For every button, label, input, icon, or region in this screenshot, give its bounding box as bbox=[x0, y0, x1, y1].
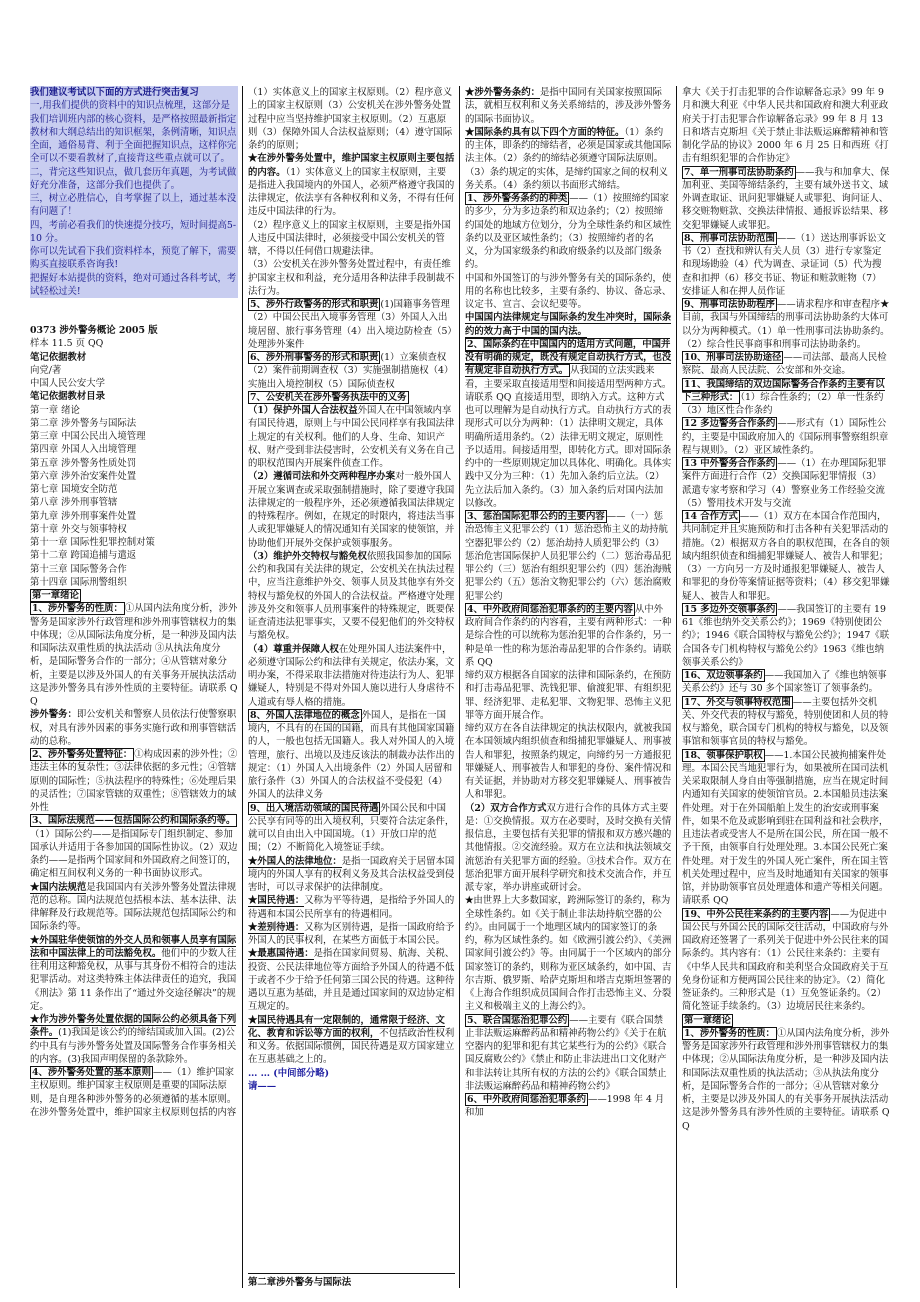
promo-line: 四，考前必看我们的快速提分技巧，短时间提高5-10 分。 bbox=[30, 219, 237, 244]
note-text: 从我国的立法实践来看，主要采取直接适用型和间接适用型两种方式。请联系 QQ 直接适用型，即纳入方式。这种方式也可以理解为是自动执行方式。自动执行方式的表现形式可以分为两种：（1）法律明文规定，具体明确所适用条约。（2）法律无明文规定，原则性予以适用。间接适用型，即转化方式。即对国际条约中的一些原则规定加以具体化、明确化。具体实践中又分为三种：（1）先加入条约后立法。（2）先立法后加入条约。（3）加入条约后对国内法加以修改。 bbox=[465, 365, 672, 509]
promo-line: 三，树立必胜信心，自考掌握了以上，通过基本没有问题了！ bbox=[30, 193, 237, 218]
note-text: ①构成因素的涉外性；②违法主体的复杂性；③法律依据的多元性；④管辖原则的国际性；⑤执法程序的特殊性；⑥处理后果的灵活性；⑦国家管辖的双重性；⑧管辖效力的域外性 bbox=[30, 749, 238, 813]
note-text: ①从国内法角度分析，涉外警务是国家涉外行政管理和涉外刑事管辖权力的集中体现；②从国际法角度分析，是一种涉及国内法和国际法双重性质的执法活动 ③从执法角度分析，是国际警务合作的一部分；④从管辖对象分析，主要是以涉及外国人的有关事务开展执法活动这是涉外警务具有涉外性质的主要特征。请联系 QQ bbox=[30, 603, 238, 707]
note-text: 中国和外国签订的与涉外警务有关的国际条约，使用的名称也比较多，主要有条约、协议、备忘录、议定书、宣言、会议纪要等。 bbox=[465, 272, 672, 310]
note-paragraph bbox=[682, 603, 890, 669]
note-paragraph bbox=[682, 417, 890, 457]
note-paragraph bbox=[30, 934, 238, 1014]
note-text: 不包括政治性权利和义务。依据国际惯例，国民待遇是双方国家建立在互惠基础之上的。 bbox=[248, 1027, 455, 1066]
note-paragraph bbox=[682, 749, 890, 908]
toc-item: 第十四章 国际刑警组织 bbox=[30, 576, 127, 588]
note-heading: 5、涉外行政警务的形式和职责 bbox=[250, 299, 379, 310]
note-paragraph bbox=[248, 86, 455, 152]
toc-item: 第一章 绪论 bbox=[30, 404, 80, 416]
note-text: 外国人，是指在一国境内，不具有的在国的国籍，而具有其他国家国籍的人，一般也包括无国籍人。我人对外国人的入境管理，旅行、出境以及违反该法的制裁办法作出的规定：（1）外国人入出境条件（2）外国人居留和旅行条件（3）外国人的合法权益不受侵犯（4）外国人的法律义务 bbox=[248, 709, 455, 801]
promo-line: 你可以先试看下我们资料样本，预览了解下，需要购买直接联系咨询我! bbox=[30, 246, 237, 271]
promo-line: 一,用我们提供的资料中的知识点梳理，这部分是我们培训班内部的核心资料，是严格按照最新指定教材和大纲总结出的知识框架，条例清晰，知识点全面，通俗易背、利于全面把握知识点，这样你完全可以不要看教材了,直接背这些重点就可以了。 bbox=[30, 100, 237, 165]
note-text: ——司法部、最高人民检察院、最高人民法院、公安部和外交途。 bbox=[682, 352, 887, 377]
note-heading: ★国际条约具有以下四个方面的特征。 bbox=[465, 126, 625, 138]
note-paragraph bbox=[465, 126, 672, 192]
column-3 bbox=[465, 86, 672, 1256]
note-text: 他们中的少数人往往利用这种豁免权，从事与其身份不相符合的违法犯罪活动。对这类特殊主体法律责任的追究，我国《刑法》第 11 条作出了“通过外交途径解决”的规定。 bbox=[30, 947, 237, 1012]
note-paragraph bbox=[682, 669, 890, 696]
note-heading: ★国内法规范 bbox=[30, 881, 87, 893]
note-text: ——（1）在办理国际犯罪案件方面进行合作（2）交换国际犯罪情报（3）派遣专家考察和学习（4）警察业务工作经验交流（5）警用技术开发与交流 bbox=[682, 458, 887, 509]
toc-item: 第四章 外国人入出境管理 bbox=[30, 444, 137, 456]
note-text: ——请求程序和审查程序★目前，我国与外国缔结的刑事司法协助条约大体可以分为两种模式。（1）单一性刑事司法协助条约。（2）综合性民事商事和刑事司法协助条约。 bbox=[682, 299, 890, 350]
toc-item: 第五章 涉外警务性质处罚 bbox=[30, 457, 137, 469]
note-paragraph bbox=[248, 470, 455, 550]
note-text: （1）条约的主体，即条约的缔结者，必须是国家或其他国际法主体。（2）条约的缔结必须遵守国际法原则。（3）条约规定的实体，是缔约国家之间的权利义务关系。（4）条约须以书面形式缔结。 bbox=[465, 126, 672, 191]
note-text: ——（1）送达刑事诉讼文书（2）查找和辨认有关人员（3）进行专家鉴定和现场勘验（4）代为调查、录证词（5）代为搜查和扣押（6）移交书证、物证和赃款赃物（7）安排证人和在押人员作证 bbox=[682, 232, 886, 297]
omitted-notice: … … (中间部分略) bbox=[248, 1067, 330, 1079]
note-heading: 第一章绪论 bbox=[684, 1014, 731, 1026]
note-text: ①从国内法角度分析，涉外警务是国家涉外行政管理和涉外刑事管辖权力的集中体现；②从国际法角度分析，是一种涉及国内法和国际法双重性质的执法活动；③从执法角度分析，是国际警务合作的一部分；④从管辖对象分析，主要是以涉及外国人的有关事务开展执法活动这是涉外警务具有涉外性质的主要特征。请联系 QQ bbox=[682, 1027, 890, 1132]
note-heading: 1、涉外警务的性质： bbox=[32, 603, 123, 615]
toc-item: 第八章 涉外刑事管辖 bbox=[30, 497, 118, 509]
note-text: (1)我国是该公约的缔结国或加入国。(2)公约中具有与涉外警务处置及国际警务合作事务相关的内容。(3)我国声明保留的条款除外。 bbox=[30, 1027, 237, 1065]
toc-item: 第十二章 跨国追捕与遣返 bbox=[30, 550, 137, 562]
note-paragraph bbox=[248, 709, 455, 802]
note-heading: （3）维护外交特权与豁免权 bbox=[248, 550, 368, 562]
note-text: ——为促进中国公民与外国公民的国际交往活动，中国政府与外国政府还签署了一系列关于促进中外公民往来的国际条约。其内容有：（1）公民往来条约：主要有《中华人民共和国政府和美利坚合众国政府关于互免身份证和方便两国公民往来的协定》。（2）简化签证条约。三种形式是（1）互免签证条约。（2）简化签证手续条约。（3）边境居民往来条约。 bbox=[682, 908, 889, 1013]
note-paragraph bbox=[248, 258, 455, 298]
note-paragraph bbox=[465, 86, 672, 126]
note-paragraph bbox=[465, 603, 672, 669]
note-text: 在处理外国人违法案件中，必须遵守国际公约和法律有关规定，依法办案，文明办案，不得采取非法措施对待违法行为人、犯罪嫌疑人，特别是不得对外国人施以进行人身虐待不人道或有辱人格的措施。 bbox=[248, 643, 455, 708]
note-heading: ★ bbox=[465, 895, 474, 907]
column-2 bbox=[248, 86, 455, 1256]
note-paragraph bbox=[30, 708, 238, 748]
column-divider bbox=[242, 86, 243, 1288]
note-paragraph bbox=[30, 1066, 238, 1119]
note-paragraph bbox=[248, 550, 455, 643]
toc-list bbox=[30, 404, 238, 590]
note-text: ——（1）按照缔约国家的多少，分为多边条约和双边条约；（2）按照缔约国处的地域方位划分，分为全球性条约和区域性条约以及亚区域性条约；（3）按照缔约者的名义，分为国家级条约和政府级条约以及部门级条约。 bbox=[465, 193, 672, 271]
note-paragraph bbox=[682, 1014, 890, 1027]
note-heading: 10、刑事司法协助途径 bbox=[684, 352, 782, 363]
note-text: （1）国际公约——是指国际专门组织制定、参加国承认并适用于各参加国的国际性协议。（2）双边条约——是指两个国家间和外国政府之间签订的，确定相互间权利义务的一种书面协议形式。 bbox=[30, 828, 238, 880]
promo-line: 把握好本站提供的资料，绝对可通过各科考试，考试轻松过关! bbox=[30, 272, 237, 297]
note-heading: ★涉外警务条约： bbox=[465, 87, 541, 98]
next-chapter-heading: 第二章涉外警务与国际法 bbox=[248, 1273, 455, 1288]
note-text: ——1998 年 4 月和加 bbox=[465, 1094, 665, 1119]
note-heading: ★最惠国待遇： bbox=[248, 948, 314, 960]
chapter-heading: 第一章绪论 bbox=[32, 590, 79, 601]
note-heading: 4、中外政府间惩治犯罪条约的主要内容 bbox=[467, 603, 633, 615]
note-text: 缔约双方在各自法律规定的执法权限内，就被我国在本国领域内组织侦查和缉捕犯罪嫌疑人、刑事被告人和罪犯，按照条约规定，向缔约另一方通报犯罪嫌疑人、刑事被告人和罪犯的身份、案件情况和有关证据，并协助对方移交犯罪嫌疑人、刑事被告人和罪犯。 bbox=[465, 723, 672, 801]
note-paragraph bbox=[248, 947, 455, 1013]
note-heading: 6、涉外刑事警务的形式和职责 bbox=[250, 352, 379, 363]
toc-item: 第十章 外交与领事特权 bbox=[30, 523, 127, 535]
note-heading: 涉外警务： bbox=[30, 709, 77, 721]
textbook-label: 笔记依据教材 bbox=[30, 351, 87, 363]
note-text: ——（1）维护国家主权原则。维护国家主权原则是重要的国际法原则，是自理各种涉外警务的必须遵循的基本原则。在涉外警务处置中，维护国家主权原则包括的内容 bbox=[30, 1067, 237, 1118]
note-heading: 2、涉外警务处置特征： bbox=[32, 749, 133, 760]
note-heading: 9、刑事司法协助程序 bbox=[684, 299, 775, 310]
note-paragraph bbox=[682, 510, 890, 603]
note-text: 缔约双方根据各自国家的法律和国际条约，在预防和打击毒品犯罪、洗钱犯罪、偷渡犯罪、有组织犯罪、经济犯罪、走私犯罪、文物犯罪、恐怖主义犯罪等方面开展合作。 bbox=[465, 670, 672, 721]
note-heading: （1）保护外国人合法权益 bbox=[248, 405, 358, 416]
note-text: ——（一）惩治恐怖主义犯罪公约（1）惩治恐怖主义的劫持航空器犯罪公约（2）惩治劫持人质犯罪公约（3）惩治危害国际保护人员犯罪公约（二）惩治毒品犯罪公约（三）惩治有组织犯罪公约（四）惩治海贼犯罪公约（五）惩治文物犯罪公约（六）惩治腐败犯罪公约 bbox=[465, 511, 672, 602]
note-heading: 4、涉外警务处置的基本原则 bbox=[32, 1067, 152, 1078]
note-text: (1）立案侦查权（2）案件前期调查权（3）实施强制措施权（4）实施出入境控制权（5）国际侦查权 bbox=[248, 352, 454, 390]
notes-body bbox=[30, 602, 238, 1119]
note-paragraph bbox=[682, 1027, 890, 1133]
note-paragraph bbox=[465, 311, 672, 338]
toc-item: 第七章 国境安全防范 bbox=[30, 484, 118, 495]
note-text: （1）综合性条约；（2）单一性条约（3）地区性合作条约 bbox=[682, 391, 884, 416]
note-paragraph bbox=[30, 1013, 238, 1066]
note-text: 又称为平等待遇，是指给予外国人的待遇和本国公民所享有的待遇相同。 bbox=[248, 895, 455, 920]
note-paragraph bbox=[682, 457, 890, 510]
note-paragraph bbox=[248, 219, 455, 259]
note-heading: 1、涉外警务的性质： bbox=[684, 1027, 775, 1039]
note-paragraph bbox=[465, 669, 672, 722]
note-text: ——1.本国公民被拘捕案件处理。本国公民当地犯罪行为，如果被所在国司法机关采取限制人身自由等强制措施，应当在规定时间内通知有关国家的使领馆官员。2.本国船员违法案件处理。对于在外国船舶上发生的治安或刑事案件，如果不危及或影响到驻在国利益和社会秩序，且违法者或受害人不是所在国公民，所在国一般不予干预，由领事自行处理处理。3.本国公民死亡案件处理。对于发生的外国人死亡案件，所在国主管机关处理过程中，应当及时地通知有关国家的领事馆，并协助领事官员处理遗体和遗产等相关问题。请联系 QQ bbox=[682, 749, 889, 907]
note-paragraph bbox=[248, 894, 455, 921]
note-text: 外国公民和中国公民享有同等的出入境权利，只要符合法定条件，就可以自由出入中国国境。（1）开放口岸的范围；（2）不断简化入境签证手续。 bbox=[248, 802, 455, 854]
note-heading: 11、我国缔结的双边国际警务合作条约主要有以下三种形式： bbox=[682, 378, 885, 403]
promo-line: 二，背完这些知识点，做几套历年真题，为考试做好充分准备，这部分我们也提供了。 bbox=[30, 166, 237, 191]
note-heading: 2、国际条约在中国国内的适用方式问题，中国并没有明确的规定，既没有规定自动执行方式，也没有规定非自动执行方式。 bbox=[465, 338, 672, 377]
note-paragraph bbox=[465, 1093, 672, 1120]
note-paragraph bbox=[30, 748, 238, 814]
note-text: ——我国签订的主要有 1961《维也纳外交关系公约》；1969《特别使团公约》；1946《联合国特权与豁免公约》；1947《联合国各专门机构特权与豁免公约》1963《维也纳领事关系公约》 bbox=[682, 603, 890, 668]
note-heading: 中国国内法律规定与国际条约发生冲突时，国际条约的效力高于中国的国内法。 bbox=[465, 312, 672, 337]
note-heading: 7、单一刑事司法协助条约 bbox=[684, 166, 794, 178]
note-heading: ★外国人的法律地位： bbox=[248, 855, 342, 867]
note-heading: 16、双边领事条约 bbox=[684, 670, 763, 681]
note-heading: 9、出入境活动领域的国民待遇 bbox=[250, 802, 379, 814]
note-paragraph bbox=[248, 643, 455, 709]
note-heading: 13 中外警务合作条约 bbox=[684, 458, 776, 469]
publisher: 中国人民公安大学 bbox=[30, 378, 106, 389]
note-heading: ★作为涉外警务处置依据的国际公约必须具备下列条件。 bbox=[30, 1014, 237, 1039]
note-paragraph bbox=[248, 855, 455, 895]
continue-link[interactable]: 请—— bbox=[248, 1080, 277, 1092]
note-heading: 1、涉外警务条约的种类 bbox=[467, 193, 568, 204]
note-paragraph bbox=[682, 696, 890, 749]
note-text: 对一般外国人开展立案调查或采取强制措施时，除了要遵守我国法律规定的一般程序外，还必须遵循我国法律规定的特殊程序。例如，在规定的时限内，将违法当事人或犯罪嫌疑人的情况通知有关国家的使领馆，并协助他们开展外交保护或领事服务。 bbox=[248, 471, 455, 549]
note-paragraph bbox=[682, 232, 890, 298]
promo-title: 我们建议考试以下面的方式进行突击复习 bbox=[30, 87, 199, 98]
note-heading: 15 多边外交领事条约 bbox=[684, 603, 776, 615]
note-paragraph bbox=[30, 602, 238, 708]
note-paragraph bbox=[248, 152, 455, 218]
note-paragraph bbox=[682, 86, 890, 166]
column-1 bbox=[30, 86, 238, 1256]
note-text: 是指在国家间贸易、航海、关税、投资、公民法律地位等方面给予外国人的待遇不低于或者不少于给予任何第三国公民的待遇。这种待遇以互惠为基础，并且是通过国家间的双边协定相互规定的。 bbox=[248, 948, 455, 1013]
note-heading: 14 合作方式 bbox=[684, 511, 738, 522]
note-paragraph bbox=[682, 298, 890, 351]
note-heading: 17、外交与领事特权范围 bbox=[684, 696, 791, 708]
note-paragraph bbox=[682, 908, 890, 1014]
note-paragraph bbox=[465, 338, 672, 510]
note-text: ——主要包括外交机关、外交代表的特权与豁免，特别使团和人员的特权与豁免，联合国专门机构的特权与豁免，以及领事馆和领事官员的特权与豁免。 bbox=[682, 696, 889, 748]
note-text: (1)国籍事务管理（2）中国公民出入境事务管理（3）外国人入出境居留、旅行事务管理（4）出入境边防检查（5）处理涉外案件 bbox=[248, 299, 453, 350]
note-heading: 12 多边警务合作条约 bbox=[684, 418, 776, 430]
note-text: （2）程序意义上的国家主权原则，主要是指外国人违反中国法律时，必须接受中国公安机关的管辖，不得以任何借口规避法律。 bbox=[248, 219, 451, 257]
note-heading: 3、国际法规范——包括国际公约和国际条约等。 bbox=[32, 815, 236, 827]
note-text: 双方进行合作的具体方式主要是：①交换情报。双方在必要时，及时交换有关情报信息，主要包括有关犯罪的情报和双方感兴趣的其他情报。②交流经验。双方在立法和执法领域交流惩治有关犯罪方面的经验。③技术合作。双方在惩治犯罪方面开展科学研究和技术交流合作，并互派专家，举办讲座或研讨会。 bbox=[465, 802, 672, 893]
note-text: 又称为区别待遇，是指一国政府给予外国人的民事权利，在某些方面低于本国公民。 bbox=[248, 921, 455, 946]
note-text: （1）实体意义上的国家主权原则。（2）程序意义上的国家主权原则（3）公安机关在涉外警务处置过程中应当坚持维护国家主权原则。（2）互惠原则（3）保障外国人合法权益原则；（4）遵守国际条约的原则； bbox=[248, 87, 453, 151]
note-text: 依照我国参加的国际公约和我国有关法律的规定，公安机关在执法过程中，应当注意维护外交、领事人员及其他享有外交特权与豁免权的外国人的合法权益。严格遵守处理涉及外交和领事人员刑事案件的特殊规定，既要保证查清违法犯罪事实，又要不侵犯他们的外交特权与豁免权。 bbox=[248, 550, 455, 642]
note-paragraph bbox=[30, 814, 238, 880]
note-heading: 5、联合国惩治犯罪公约 bbox=[467, 1014, 568, 1026]
note-heading: ★国民待遇具有一定限制的，通常限于经济、文化、教育和诉讼等方面的权利， bbox=[248, 1014, 445, 1039]
note-paragraph bbox=[248, 921, 455, 948]
note-heading: （2）遵循司法和外交两种程序办案 bbox=[248, 471, 396, 483]
book-code: 0373 涉外警务概论 2005 版 bbox=[30, 325, 158, 336]
author: 向党/著 bbox=[30, 364, 62, 376]
note-paragraph bbox=[682, 351, 890, 378]
note-text: 是指中国同有关国家按照国际法，就相互权利和义务关系缔结的，涉及涉外警务的国际书面协议。 bbox=[465, 87, 672, 125]
toc-item: 第十一章 国际性犯罪控制对策 bbox=[30, 537, 155, 548]
note-paragraph bbox=[248, 298, 455, 351]
note-paragraph bbox=[248, 1014, 455, 1067]
toc-item: 第九章 涉外刑事案件处置 bbox=[30, 510, 137, 522]
note-heading: 8、外国人法律地位的概念 bbox=[250, 709, 360, 721]
toc-label: 笔记依据教材目录 bbox=[30, 391, 106, 403]
note-text: ——主要有《联合国禁止非法贩运麻醉药品和精神药物公约》《关于在航空器内的犯罪和犯有其它某些行为的公约》《联合国反腐败公约》《禁止和防止非法进出口文化财产和非法转让其所有权的方法的公约》《联合国禁止非法贩运麻醉药品和精神药物公约》 bbox=[465, 1014, 667, 1092]
note-paragraph bbox=[248, 802, 455, 855]
note-paragraph bbox=[465, 192, 672, 272]
note-text: 是指一国政府关于居留本国境内的外国人享有的权利义务及其合法权益受到侵害时，可以寻求保护的法律制度。 bbox=[248, 855, 455, 893]
note-paragraph bbox=[248, 391, 455, 404]
toc-item: 第十三章 国际警务合作 bbox=[30, 563, 127, 575]
note-paragraph bbox=[465, 510, 672, 603]
note-text: 由世界上大多数国家，跨洲际签订的条约，称为全球性条约。如《关于制止非法劫持航空器的公约》。由同属于一个地理区域内的国家签订的条约，称为区域性条约。如《欧洲引渡公约》、《美洲国家间引渡公约》等。由同属于一个区域内的部分国家签订的条约，则称为亚区域条约，如中国、吉尔吉斯、俄罗斯、哈萨克斯坦和塔吉克斯坦签署的《上海合作组织成员国间合作打击恐怖主义、分裂主义和极端主义的上海公约》。 bbox=[465, 895, 672, 1013]
note-paragraph bbox=[248, 404, 455, 470]
note-paragraph bbox=[465, 272, 672, 312]
note-heading: （4）尊重并保障人权 bbox=[248, 643, 339, 655]
note-paragraph bbox=[465, 894, 672, 1013]
note-heading: 3、惩治国际犯罪公约的主要内容 bbox=[467, 511, 605, 522]
note-heading: 8、刑事司法协助范围 bbox=[684, 232, 775, 244]
note-text: 从中外政府间合作条约的内容看，主要有两种形式：一种是综合性的可以统称为惩治犯罪的合作条约，另一种是单一性的称为惩治毒品犯罪的合作条约。请联系 QQ bbox=[465, 603, 672, 668]
note-text: 拿大《关于打击犯罪的合作谅解备忘录》99 年 9 月和澳大利亚《中华人民共和国政府和澳大利亚政府关于打击犯罪合作谅解备忘录》99 年 8 月 13 日和塔吉克斯坦《关于禁止非法贩运麻醉精神和管制化学品的协议》2000 年 6 月 25 日和西班《打击有组织犯罪的合作协定》 bbox=[682, 87, 889, 165]
column-divider bbox=[459, 86, 460, 1288]
note-paragraph bbox=[465, 802, 672, 895]
note-text: 是我国国内有关涉外警务处置法律规范的总称。国内法规范包括根本法、基本法律、法律解释及行政规范等。国际法规范包括国际公约和国际条约等。 bbox=[30, 881, 237, 933]
note-paragraph bbox=[465, 1014, 672, 1094]
sample-pages: 样本 11.5 页 QQ bbox=[30, 338, 104, 350]
note-text: ——（1）双方在本国合作范围内，共同制定并且实施预防和打击各种有关犯罪活动的措施。（2）根据双方各自的职权范围，在各自的领域内组织侦查和缉捕犯罪嫌疑人、被告人和罪犯；（3）一方向另一方及时通报犯罪嫌疑人、被告人和罪犯的身份等案情证据等资料；（4）移交犯罪嫌疑人、被告人和罪犯。 bbox=[682, 511, 890, 602]
note-heading: 7、公安机关在涉外警务执法中的义务 bbox=[250, 391, 407, 403]
note-paragraph bbox=[30, 881, 238, 934]
note-text: （3）公安机关在涉外警务处置过程中，有责任维护国家主权和利益，充分适用各种法律手段制裁不法行为。 bbox=[248, 259, 455, 297]
note-text: 外国人在中国领域内享有国民待遇，原则上与中国公民同样享有我国法律上规定的有关权利。他们的人身、生命、知识产权、财产受到非法侵害时，公安机关有义务在自己的职权范围内开展案件侦查工作。 bbox=[248, 405, 455, 469]
note-heading: ★外国驻华使领馆的外交人员和领事人员享有国际法和中国法律上的司法豁免权。 bbox=[30, 934, 237, 959]
note-paragraph bbox=[682, 166, 890, 232]
toc-item: 第二章 涉外警务与国际法 bbox=[30, 417, 137, 429]
note-text: ——形式有（1）国际性公约，主要是中国政府加入的《国际刑事警察组织章程与规则》。（2）亚区域性条约。 bbox=[682, 418, 889, 456]
note-heading: ★差别待遇： bbox=[248, 921, 305, 933]
note-heading: ★在涉外警务处置中，维护国家主权原则主要包括的内容。 bbox=[248, 153, 455, 178]
note-heading: 18、领事保护职权 bbox=[684, 749, 763, 761]
toc-item: 第六章 涉外治安案件处置 bbox=[30, 470, 137, 482]
note-paragraph bbox=[682, 378, 890, 418]
toc-item: 第三章 中国公民出入境管理 bbox=[30, 431, 146, 442]
column-divider bbox=[676, 86, 677, 1288]
note-text: ——我国加入了《维也纳领事关系公约》还与 30 多个国家签订了领事条约。 bbox=[682, 670, 887, 695]
promo-box bbox=[30, 86, 238, 298]
note-heading: （2）双方合作方式 bbox=[465, 802, 547, 814]
note-paragraph bbox=[465, 722, 672, 802]
note-paragraph bbox=[248, 351, 455, 391]
note-text: ——我与和加拿大、保加利亚、美国等缔结条约，主要有域外送书文、域外调查取证、讯问犯罪嫌疑人或罪犯、询问证人、移交赃物赃款、交换法律情报、通报诉讼结果、移交犯罪嫌疑人或罪犯。 bbox=[682, 166, 890, 231]
note-heading: 6、中外政府间惩治犯罪条约 bbox=[467, 1094, 587, 1105]
note-text: 即公安机关和警察人员依法行使警察职权，对具有涉外因素的事务实施行政和刑事管辖活动的总称。 bbox=[30, 709, 237, 747]
column-4 bbox=[682, 86, 890, 1256]
note-heading: 19、中外公民往来条约的主要内容 bbox=[684, 908, 829, 920]
note-heading: ★国民待遇： bbox=[248, 895, 305, 907]
note-text: （1）实体意义上的国家主权原则，主要是指进入我国境内的外国人，必须严格遵守我国的法律规定，依法享有各种权利和义务，不得有任何违反中国法律的行为。 bbox=[248, 166, 455, 218]
